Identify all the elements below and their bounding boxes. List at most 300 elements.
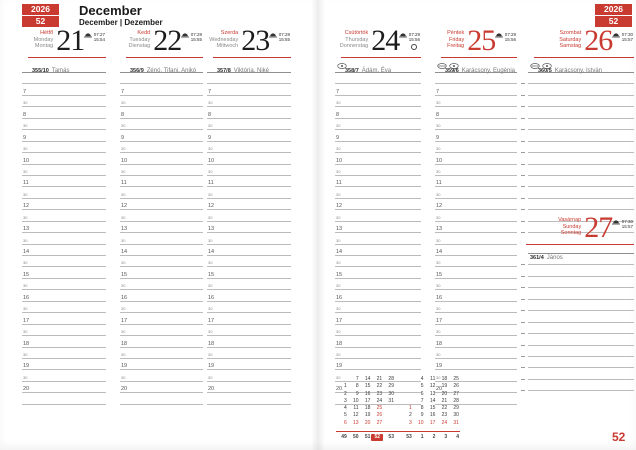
schedule-row [22, 176, 106, 187]
day-name-en: Monday [33, 36, 54, 43]
mini-calendar-months [336, 376, 460, 427]
mini-calendar-cell: 1 [409, 405, 412, 412]
schedule-row [528, 368, 634, 379]
hour-label: 8 [436, 111, 440, 118]
month-title: December [79, 3, 142, 18]
schedule-row [335, 336, 421, 347]
schedule-row [335, 187, 421, 198]
holiday-marker-icon [337, 63, 347, 69]
schedule-row [22, 382, 106, 393]
schedule-row [207, 96, 291, 107]
day-of-year: 358/7 [345, 68, 359, 74]
notes-grid [528, 72, 634, 233]
schedule-row [120, 165, 203, 176]
day-name-stack [520, 217, 584, 237]
schedule-grid [335, 72, 421, 405]
day-name-stack [435, 30, 467, 50]
schedule-row [528, 119, 634, 130]
namedays: Karácsony, István [554, 68, 603, 74]
day-name-en: Saturday [559, 36, 582, 43]
hour-label: 18 [336, 340, 343, 347]
schedule-row [207, 267, 291, 278]
hour-label: 11 [208, 180, 214, 187]
mini-calendar-cell [383, 412, 395, 419]
schedule-row [435, 153, 517, 164]
schedule-row [22, 290, 106, 301]
half-hour-label: 30 [23, 283, 28, 289]
schedule-row [22, 245, 106, 256]
half-hour-label: 30 [208, 374, 213, 380]
mini-calendar-cell: 9 [355, 390, 359, 397]
schedule-row [207, 187, 291, 198]
half-hour-label: 30 [23, 123, 28, 129]
schedule-row [435, 325, 517, 336]
day-of-year: 359/6 [445, 68, 459, 74]
schedule-grid [120, 72, 203, 405]
mini-calendar-cell: 28 [388, 376, 394, 382]
day-name-hu: Kedd [137, 30, 151, 36]
hour-label: 7 [121, 88, 125, 95]
sunrise-sunset-icon [181, 32, 189, 39]
hour-label: 14 [336, 249, 343, 255]
schedule-row [207, 222, 291, 233]
hour-label: 10 [336, 157, 343, 164]
mini-calendar-cell: 14 [429, 397, 436, 404]
mini-calendar-cell: 17 [364, 397, 371, 404]
sunrise-time: 07:29 [504, 32, 516, 37]
sun-times-row [181, 32, 202, 42]
namedays: Zénó, Tifani, Anikó [146, 68, 197, 74]
page-center-seam [311, 0, 325, 450]
schedule-row [207, 393, 291, 404]
mini-calendar-cell: 16 [429, 412, 436, 419]
mini-calendar-cell: 13 [429, 390, 436, 397]
schedule-row [435, 222, 517, 233]
half-hour-label: 30 [436, 306, 441, 312]
hour-label: 8 [336, 111, 340, 118]
day-of-year: 360/5 [538, 68, 552, 74]
schedule-row [22, 107, 106, 118]
week-year-badge-left [22, 4, 59, 27]
day-name-hu: Péntek [447, 30, 465, 36]
notes-grid [528, 253, 634, 391]
day-name-stack [207, 30, 241, 50]
schedule-row [528, 357, 634, 368]
schedule-row [435, 73, 517, 84]
mini-calendar-cell: 26 [453, 383, 459, 390]
mini-calendar-cell: 21 [441, 397, 448, 404]
day-name-en: Tuesday [129, 36, 151, 43]
mini-calendar-cell: 4 [344, 405, 347, 412]
holiday-markers [437, 63, 459, 69]
mini-calendar-cell: 31 [453, 419, 459, 426]
sun-times-block [612, 215, 634, 229]
half-hour-label: 30 [208, 146, 213, 152]
half-hour-label: 30 [336, 237, 341, 243]
half-hour-label: 30 [23, 237, 28, 243]
mini-calendar-cell: 9 [420, 412, 424, 419]
half-hour-label: 30 [23, 146, 28, 152]
day-header [207, 24, 291, 74]
schedule-row [435, 96, 517, 107]
schedule-row [207, 256, 291, 267]
half-hour-label: 30 [121, 306, 126, 312]
week-number: 4 [456, 434, 459, 440]
half-hour-label: 30 [121, 351, 126, 357]
sun-times [409, 32, 420, 42]
schedule-row [22, 370, 106, 381]
hour-label: 14 [121, 249, 128, 255]
week-number: 2 [432, 434, 436, 440]
schedule-row [335, 302, 421, 313]
half-hour-label: 30 [336, 100, 341, 106]
holiday-marker-icon [542, 63, 552, 69]
half-hour-label: 30 [121, 168, 126, 174]
schedule-row [120, 187, 203, 198]
schedule-row [207, 153, 291, 164]
hour-label: 9 [121, 134, 125, 141]
schedule-row [207, 176, 291, 187]
namedays: János [546, 255, 563, 261]
hour-label: 7 [336, 88, 340, 95]
day-name-en: Thursday [345, 36, 369, 43]
schedule-row [435, 313, 517, 324]
day-underline [534, 57, 634, 58]
sun-times-block [181, 28, 203, 42]
mini-calendar-cell: 21 [376, 376, 383, 382]
hour-label: 18 [436, 340, 443, 347]
schedule-row [120, 176, 203, 187]
mini-calendar-cell: 14 [364, 376, 371, 382]
schedule-row [528, 73, 634, 84]
mini-calendar-cell: 15 [364, 383, 371, 390]
namedays: Tamás [51, 68, 70, 74]
schedule-row [22, 348, 106, 359]
sun-times [505, 32, 516, 42]
schedule-row [22, 199, 106, 210]
schedule-row [207, 290, 291, 301]
sunset-time: 15:57 [621, 224, 633, 229]
week-number: 3 [444, 434, 448, 440]
schedule-row [528, 96, 634, 107]
namedays: Ádám, Éva [361, 68, 392, 74]
hour-label: 17 [121, 317, 128, 324]
half-hour-label: 30 [208, 237, 213, 243]
hour-label: 17 [208, 317, 215, 324]
mini-calendar-cell: 25 [453, 376, 459, 382]
half-hour-label: 30 [436, 191, 441, 197]
hour-label: 19 [436, 363, 443, 370]
mini-calendar-cell: 24 [376, 397, 383, 404]
half-hour-label: 30 [121, 283, 126, 289]
schedule-row [335, 348, 421, 359]
sunrise-time: 07:30 [621, 219, 633, 224]
schedule-row [528, 165, 634, 176]
mini-calendar-cell: 5 [344, 412, 347, 419]
footer-week-number: 52 [612, 430, 626, 444]
schedule-row [120, 302, 203, 313]
day-number: 22 [153, 24, 182, 57]
schedule-row [207, 107, 291, 118]
schedule-row [120, 73, 203, 84]
mini-month-december [336, 376, 395, 427]
schedule-row [335, 245, 421, 256]
hour-label: 19 [23, 363, 30, 370]
current-week-badge: 52 [371, 434, 383, 441]
day-header-row [120, 24, 203, 57]
schedule-row [22, 84, 106, 95]
schedule-row [22, 336, 106, 347]
mini-calendar-cell: 7 [420, 397, 424, 404]
schedule-row [120, 119, 203, 130]
mini-calendar-cell: 19 [364, 412, 371, 419]
mini-calendar-cell: 26 [376, 412, 383, 419]
day-underline [126, 57, 203, 58]
hour-label: 8 [23, 111, 27, 118]
sun-times-block [612, 28, 634, 42]
day-name-en: Sunday [562, 223, 582, 230]
sun-times [279, 32, 290, 42]
half-hour-label: 30 [208, 260, 213, 266]
schedule-row [528, 84, 634, 95]
day-name-de: Donnerstag [339, 43, 369, 50]
hour-label: 7 [436, 88, 440, 95]
schedule-row [528, 142, 634, 153]
half-hour-label: 30 [121, 329, 126, 335]
namedays: Viktória, Niké [233, 68, 270, 74]
schedule-row [120, 245, 203, 256]
mini-calendar-cell: 19 [441, 383, 448, 390]
schedule-row [335, 199, 421, 210]
mini-calendar-cell: 16 [364, 390, 371, 397]
hour-label: 19 [208, 363, 215, 370]
day-header [22, 24, 106, 74]
day-name-hu: Szombat [559, 30, 582, 36]
hour-label: 11 [121, 180, 127, 187]
schedule-row [435, 142, 517, 153]
sun-times-block [399, 28, 421, 50]
mini-calendar-cell: 25 [376, 405, 383, 412]
mini-calendar-cell: 28 [453, 397, 459, 404]
schedule-row [528, 300, 634, 311]
schedule-row [435, 107, 517, 118]
mini-calendar-cell: 2 [409, 412, 412, 419]
schedule-row [435, 290, 517, 301]
half-hour-label: 30 [121, 123, 126, 129]
half-hour-label: 30 [23, 329, 28, 335]
schedule-row [528, 311, 634, 322]
hour-label: 16 [23, 294, 30, 301]
half-hour-label: 30 [436, 237, 441, 243]
schedule-row [528, 288, 634, 299]
hour-label: 13 [436, 226, 443, 233]
half-hour-label: 30 [23, 351, 28, 357]
schedule-row [335, 96, 421, 107]
schedule-row [120, 313, 203, 324]
schedule-row [435, 302, 517, 313]
day-name-stack [120, 30, 153, 50]
hour-label: 18 [23, 340, 30, 347]
half-hour-label: 30 [336, 351, 341, 357]
schedule-row [207, 142, 291, 153]
sun-times-block [495, 28, 517, 42]
schedule-grid [207, 72, 291, 405]
hour-label: 16 [436, 294, 443, 301]
sun-times [622, 32, 633, 42]
hour-label: 20 [23, 386, 30, 393]
mini-calendar-cell: 27 [376, 419, 383, 426]
schedule-row [528, 199, 634, 210]
half-hour-label: 30 [23, 374, 28, 380]
mini-calendar-cell: 13 [353, 419, 359, 426]
holiday-marker-icon [530, 63, 540, 69]
half-hour-label: 30 [336, 168, 341, 174]
schedule-row [528, 107, 634, 118]
day-name-de: Samstag [559, 43, 582, 50]
day-number: 26 [584, 24, 613, 57]
hour-label: 15 [336, 271, 343, 278]
mini-calendar-cell: 31 [388, 397, 394, 404]
day-underline [441, 57, 517, 58]
schedule-row [528, 254, 634, 265]
half-hour-label: 30 [336, 329, 341, 335]
week-number: 53 [388, 434, 394, 440]
schedule-row [120, 382, 203, 393]
schedule-row [435, 348, 517, 359]
sun-times-row [495, 32, 516, 42]
hour-label: 13 [336, 226, 343, 233]
hour-label: 11 [336, 180, 342, 187]
sun-times [191, 32, 202, 42]
hour-label: 15 [436, 271, 443, 278]
schedule-row [435, 267, 517, 278]
half-hour-label: 30 [208, 191, 213, 197]
day-of-year: 355/10 [32, 68, 49, 74]
schedule-row [207, 245, 291, 256]
schedule-row [120, 130, 203, 141]
half-hour-label: 30 [208, 123, 213, 129]
half-hour-label: 30 [23, 191, 28, 197]
half-hour-label: 30 [436, 214, 441, 220]
schedule-row [120, 348, 203, 359]
schedule-row [207, 210, 291, 221]
week-number: 53 [406, 434, 412, 440]
half-hour-label: 30 [121, 214, 126, 220]
day-name-de: Montag [34, 43, 54, 50]
mini-month-january [401, 376, 460, 427]
year-label: 2026 [22, 4, 59, 16]
schedule-row [207, 370, 291, 381]
day-underline [526, 244, 634, 245]
hour-label: 12 [208, 203, 215, 210]
sun-times-row [399, 32, 420, 42]
half-hour-label: 30 [121, 191, 126, 197]
schedule-row [22, 325, 106, 336]
day-name-de: Freitag [447, 43, 465, 50]
hour-label: 20 [436, 386, 443, 393]
schedule-row [207, 382, 291, 393]
schedule-row [335, 256, 421, 267]
schedule-row [528, 130, 634, 141]
hour-label: 15 [208, 271, 215, 278]
schedule-row [207, 199, 291, 210]
mini-calendar-cell [401, 376, 413, 383]
day-underline [28, 57, 106, 58]
schedule-row [335, 325, 421, 336]
day-name-de: Mittwoch [216, 43, 239, 50]
half-hour-label: 30 [23, 214, 28, 220]
schedule-row [207, 279, 291, 290]
mini-calendar-cell: 7 [355, 376, 359, 382]
hour-label: 17 [436, 317, 443, 324]
day-number: 24 [371, 24, 400, 57]
schedule-row [120, 279, 203, 290]
mini-calendar-cell: 15 [429, 405, 436, 412]
mini-calendar-cell: 6 [344, 419, 347, 426]
day-header-row [435, 24, 517, 57]
mini-calendar-cell: 10 [418, 419, 424, 426]
mini-calendar-cell [401, 398, 413, 405]
day-number: 21 [56, 24, 85, 57]
half-hour-label: 30 [336, 123, 341, 129]
day-of-year: 357/8 [217, 68, 231, 74]
sunrise-time: 07:27 [93, 32, 105, 37]
hour-label: 14 [436, 249, 443, 255]
day-name-de: Dienstag [128, 43, 151, 50]
schedule-row [22, 313, 106, 324]
schedule-row [207, 313, 291, 324]
day-header [335, 24, 421, 74]
schedule-row [120, 393, 203, 404]
hour-label: 13 [23, 226, 30, 233]
hour-label: 10 [436, 157, 443, 164]
hour-label: 19 [121, 363, 128, 370]
namedays: Karácsony, Eugénia [461, 68, 516, 74]
hour-label: 12 [336, 203, 343, 210]
schedule-row [207, 119, 291, 130]
mini-calendar-cell: 11 [353, 405, 359, 412]
half-hour-label: 30 [23, 306, 28, 312]
hour-label: 8 [208, 111, 212, 118]
schedule-row [22, 187, 106, 198]
schedule-row [22, 130, 106, 141]
mini-calendar-cell: 30 [388, 390, 394, 397]
day-of-year: 361/4 [530, 255, 544, 261]
schedule-row [528, 153, 634, 164]
mini-calendar-cell: 18 [441, 376, 448, 382]
holiday-markers [337, 63, 347, 69]
half-hour-label: 30 [208, 100, 213, 106]
schedule-row [335, 153, 421, 164]
schedule-row [22, 73, 106, 84]
hour-label: 14 [208, 249, 215, 255]
schedule-row [120, 256, 203, 267]
schedule-row [22, 267, 106, 278]
schedule-row [22, 222, 106, 233]
schedule-row [120, 370, 203, 381]
day-header [120, 24, 203, 74]
schedule-row [207, 130, 291, 141]
half-hour-label: 30 [436, 168, 441, 174]
hour-label: 12 [436, 203, 443, 210]
half-hour-label: 30 [23, 168, 28, 174]
schedule-row [435, 336, 517, 347]
hour-label: 18 [121, 340, 128, 347]
hour-label: 10 [121, 157, 128, 164]
half-hour-label: 30 [121, 100, 126, 106]
schedule-row [120, 107, 203, 118]
schedule-row [207, 348, 291, 359]
